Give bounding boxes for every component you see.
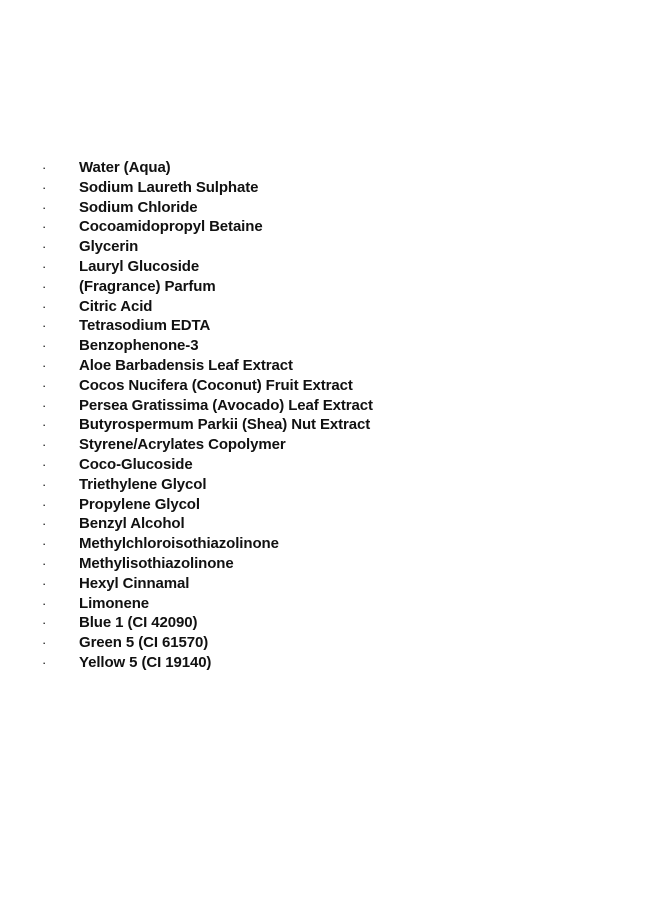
- ingredient-label: Triethylene Glycol: [79, 475, 207, 493]
- ingredient-label: Propylene Glycol: [79, 495, 200, 513]
- ingredient-label: Benzophenone-3: [79, 337, 199, 355]
- ingredient-label: Sodium Laureth Sulphate: [79, 178, 259, 196]
- ingredient-label: Lauryl Glucoside: [79, 257, 200, 275]
- ingredient-label: Benzyl Alcohol: [79, 515, 185, 533]
- bullet: ·: [42, 160, 47, 175]
- bullet: ·: [42, 496, 47, 512]
- bullet: ·: [42, 338, 47, 354]
- bullet: ·: [42, 635, 47, 651]
- ingredient-label: Green 5 (CI 61570): [79, 634, 209, 652]
- bullet: ·: [42, 397, 47, 413]
- bullet: ·: [42, 298, 47, 314]
- ingredient-label: Yellow 5 (CI 19140): [79, 653, 212, 671]
- ingredient-label: Aloe Barbadensis Leaf Extract: [79, 356, 293, 374]
- bullet: ·: [42, 377, 47, 393]
- bullet: ·: [42, 318, 47, 334]
- bullet: ·: [42, 476, 47, 492]
- ingredient-label: Styrene/Acrylates Copolymer: [79, 436, 286, 454]
- bullet: ·: [42, 219, 47, 235]
- bullet: ·: [42, 615, 47, 631]
- ingredient-label: Limonene: [79, 594, 150, 612]
- list-item: [0, 633, 660, 653]
- ingredient-label: Tetrasodium EDTA: [79, 317, 211, 335]
- list-item: [0, 574, 660, 594]
- list-item: [0, 435, 660, 455]
- bullet: ·: [42, 595, 47, 611]
- ingredient-label: Water (Aqua): [79, 159, 171, 176]
- list-item: [0, 534, 660, 554]
- bullet: ·: [42, 179, 47, 195]
- list-item: [0, 178, 660, 198]
- ingredient-label: Methylisothiazolinone: [79, 554, 234, 572]
- bullet: ·: [42, 654, 47, 670]
- list-item: [0, 336, 660, 356]
- list-item: [0, 356, 660, 376]
- bullet: ·: [42, 357, 47, 373]
- bullet: ·: [42, 278, 47, 294]
- bullet: ·: [42, 258, 47, 274]
- ingredient-label: Cocoamidopropyl Betaine: [79, 218, 263, 236]
- list-item: [0, 495, 660, 515]
- list-item: [0, 297, 660, 317]
- list-item: [0, 396, 660, 416]
- bullet: ·: [42, 456, 47, 472]
- list-item: [0, 514, 660, 534]
- list-item: [0, 415, 660, 435]
- list-item: [0, 653, 660, 673]
- ingredient-label: Hexyl Cinnamal: [79, 574, 190, 592]
- list-item: [0, 455, 660, 475]
- ingredient-label: Coco-Glucoside: [79, 455, 193, 473]
- list-item: [0, 158, 660, 178]
- ingredient-list: [0, 158, 660, 673]
- ingredient-label: Butyrospermum Parkii (Shea) Nut Extract: [79, 416, 371, 434]
- bullet: ·: [42, 516, 47, 532]
- list-item: [0, 257, 660, 277]
- ingredient-label: Glycerin: [79, 238, 139, 256]
- ingredient-label: (Fragrance) Parfum: [79, 277, 216, 295]
- bullet: ·: [42, 437, 47, 453]
- list-item: [0, 237, 660, 257]
- list-item: [0, 198, 660, 218]
- list-item: [0, 554, 660, 574]
- list-item: [0, 316, 660, 336]
- list-item: [0, 613, 660, 633]
- bullet: ·: [42, 239, 47, 255]
- list-item: [0, 277, 660, 297]
- bullet: ·: [42, 555, 47, 571]
- list-item: [0, 376, 660, 396]
- ingredient-label: Persea Gratissima (Avocado) Leaf Extract: [79, 396, 373, 414]
- list-item: [0, 217, 660, 237]
- ingredient-label: Sodium Chloride: [79, 198, 198, 216]
- ingredient-label: Blue 1 (CI 42090): [79, 614, 198, 632]
- list-item: [0, 475, 660, 495]
- ingredient-label: Methylchloroisothiazolinone: [79, 535, 279, 553]
- ingredient-label: Cocos Nucifera (Coconut) Fruit Extract: [79, 376, 353, 394]
- bullet: ·: [42, 536, 47, 552]
- bullet: ·: [42, 199, 47, 215]
- bullet: ·: [42, 575, 47, 591]
- ingredient-label: Citric Acid: [79, 297, 153, 315]
- list-item: [0, 594, 660, 614]
- bullet: ·: [42, 417, 47, 433]
